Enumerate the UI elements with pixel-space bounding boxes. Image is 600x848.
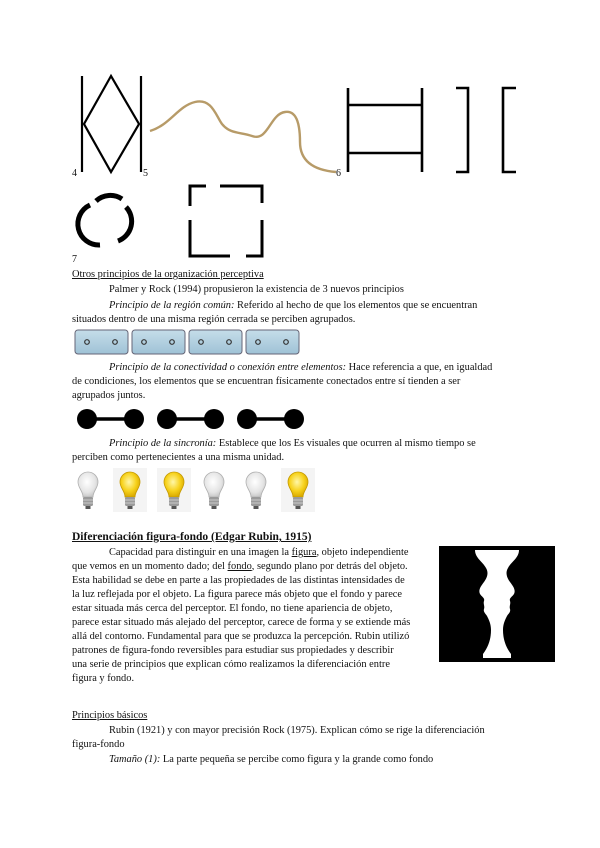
principios-line1: Rubin (1921) y con mayor precisión Rock (1975). Explican cómo se rige la diferenciación (109, 725, 485, 736)
sincronia-line1 (109, 437, 476, 451)
perceptual-figures-top (0, 0, 600, 270)
region-comun-line1 (109, 299, 477, 313)
connected-dot (157, 409, 177, 429)
region-comun-line2: situados dentro de una misma región cerrada se perciben agrupados. (72, 314, 356, 325)
tamano-line (109, 753, 433, 767)
figure-6-h-brackets (348, 88, 516, 172)
tamano-label: Tamaño (1): (109, 754, 161, 765)
bulb-off-icon (204, 472, 224, 509)
figure-5-wavy-line (150, 101, 336, 172)
region-box-4 (246, 330, 299, 354)
figura-fondo-line: parece estar situado más alejado del perceptor, carece de forma y se extiende más (72, 617, 411, 628)
conectividad-line3: agrupados juntos. (72, 390, 146, 401)
bulb-off-icon (246, 472, 266, 509)
figura-fondo-line: estar situada más cerca del perceptor. El fondo, no tiene apariencia de objeto, (72, 603, 393, 614)
connected-dot (77, 409, 97, 429)
rubin-vase-image (439, 546, 555, 662)
principios-line2: figura-fondo (72, 739, 125, 750)
sincronia-line2: perciben como pertenecientes a una misma unidad. (72, 452, 285, 463)
figure-number-6: 6 (336, 168, 341, 179)
palmer-rock-intro: Palmer y Rock (1994) propusieron la existencia de 3 nuevos principios (109, 284, 404, 295)
figure-7-broken-square (190, 186, 262, 256)
conectividad-line1 (109, 361, 492, 375)
region-comun-text: Referido al hecho de que los elementos que se encuentran (234, 300, 478, 311)
connected-dot (237, 409, 257, 429)
figure-number-5: 5 (143, 168, 148, 179)
conectividad-line2: de condiciones, los elementos que se encuentran físicamente conectados entre sí tienden a ser (72, 376, 461, 387)
conectividad-illustration (74, 405, 314, 433)
figure-number-4: 4 (72, 168, 77, 179)
tamano-text: La parte pequeña se percibe como figura y la grande como fondo (160, 754, 434, 765)
section-heading-principios-basicos: Principios básicos (72, 710, 148, 721)
figure-number-7: 7 (72, 254, 77, 265)
figure-4-diamond (82, 76, 141, 172)
bulb-on-icon (281, 468, 315, 512)
conectividad-label: Principio de la conectividad o conexión entre elementos: (109, 362, 347, 373)
figura-fondo-line: allá del contorno. Fundamental para que se produzca la percepción. Rubin utilizó (72, 631, 410, 642)
section-heading-otros-principios: Otros principios de la organización perceptiva (72, 269, 264, 280)
sincronia-text: Establece que los Es visuales que ocurren al mismo tiempo se (216, 438, 476, 449)
figura-fondo-line: una serie de principios que explican cómo realizamos la diferenciación entre (72, 659, 390, 670)
bulb-off-icon (78, 472, 98, 509)
connected-dot (284, 409, 304, 429)
sincronia-label: Principio de la sincronía: (109, 438, 217, 449)
underlined-term: fondo (227, 561, 252, 572)
region-box-1 (75, 330, 128, 354)
bulb-on-icon (157, 468, 191, 512)
region-box-3 (189, 330, 242, 354)
section-heading-figura-fondo: Diferenciación figura-fondo (Edgar Rubin, 1915) (72, 531, 312, 543)
figura-fondo-line: patrones de figura-fondo reversibles para estudiar sus propiedades y describir (72, 645, 394, 656)
bulb-on-icon (113, 468, 147, 512)
figura-fondo-line: que vemos en un momento dado; del fondo, segundo plano por detrás del objeto. (72, 561, 408, 572)
conectividad-text: Hace referencia a que, en igualdad (346, 362, 493, 373)
figura-fondo-line: Capacidad para distinguir en una imagen la figura, objeto independiente (109, 547, 409, 558)
region-comun-illustration (74, 329, 306, 357)
sincronia-bulbs (70, 467, 320, 513)
figura-fondo-line: figura y fondo. (72, 673, 135, 684)
underlined-term: figura (291, 547, 317, 558)
region-comun-label: Principio de la región común: (109, 300, 235, 311)
region-box-2 (132, 330, 185, 354)
figura-fondo-line: Esta habilidad se debe en parte a las propiedades de las distintas intensidades de (72, 575, 405, 586)
connected-dot (124, 409, 144, 429)
figura-fondo-line: la luz reflejada por el objeto. La figura parece más objeto que el fondo y parece (72, 589, 403, 600)
figure-7-broken-circle (78, 195, 132, 245)
connected-dot (204, 409, 224, 429)
